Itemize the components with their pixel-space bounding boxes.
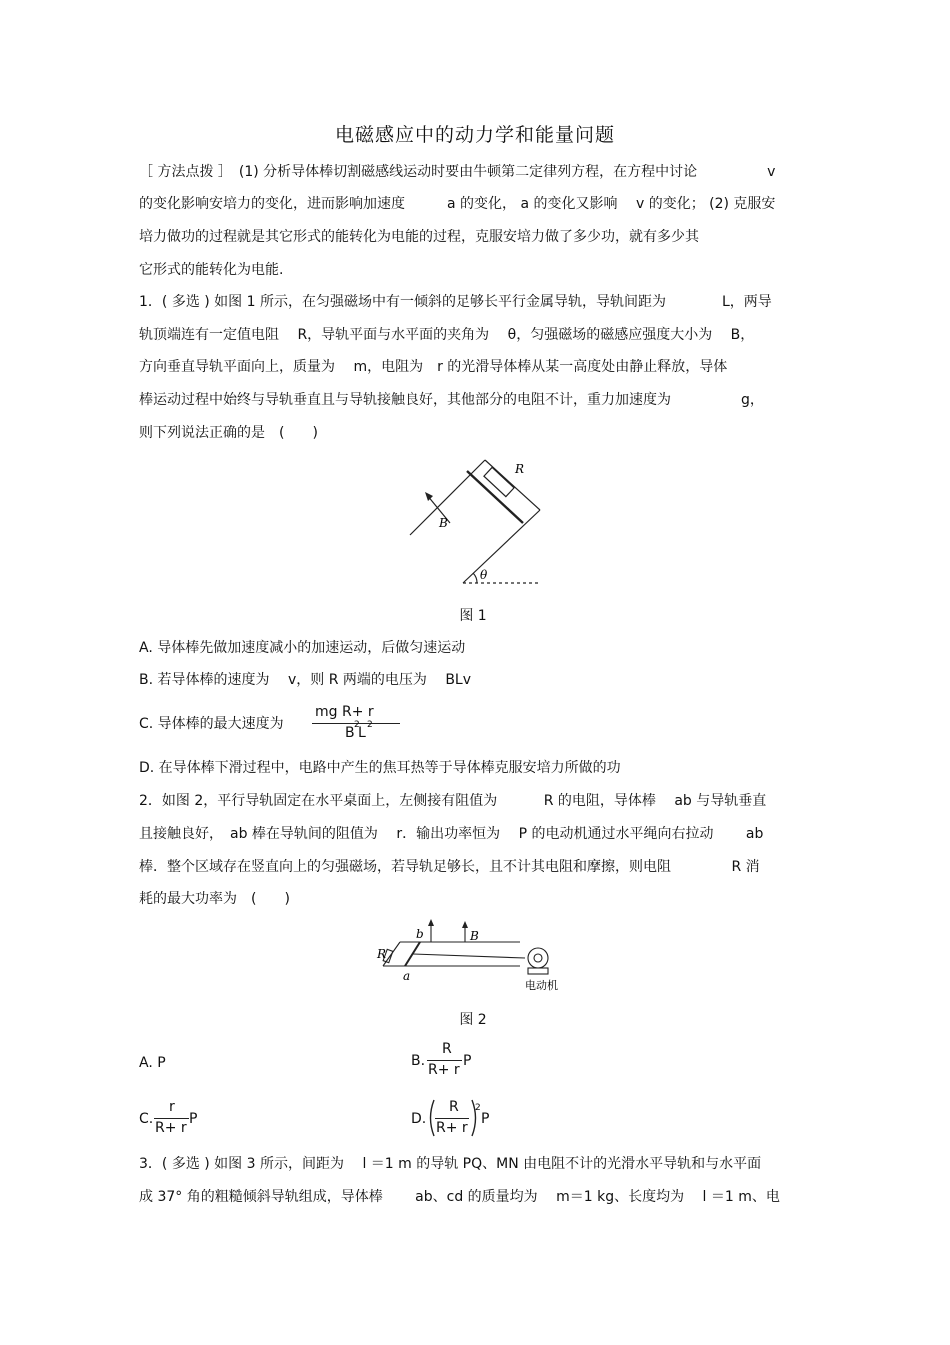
intro-line-1: ［ 方法点拨 ］ (1) 分析导体棒切割磁感线运动时要由牛顿第二定律列方程，在方程中讨论 v (139, 164, 776, 180)
q2-c-fraction-bar (154, 1118, 189, 1119)
figure-2-motor-label: 电动机 (525, 979, 558, 992)
figure-1-label-theta: θ (480, 568, 488, 582)
q1-option-a: A. 导体棒先做加速度减小的加速运动，后做匀速运动 (139, 640, 466, 656)
figure-1-label-b: B (439, 516, 448, 530)
intro-line-4: 它形式的能转化为电能. (139, 262, 284, 278)
motor-base (528, 968, 548, 974)
q2-d-suffix: P (481, 1111, 490, 1127)
angle-arc (473, 573, 477, 583)
q2-option-a: A. P (139, 1055, 166, 1071)
q2-b-numerator: R (442, 1041, 452, 1057)
q2-d-exponent: 2 (475, 1103, 481, 1113)
q2-b-denominator: R+ r (428, 1062, 460, 1078)
q2-b-suffix: P (463, 1053, 472, 1069)
figure-2-label-a: a (403, 969, 411, 983)
q2-d-numerator: R (449, 1099, 459, 1115)
figure-2-label-field-b: B (470, 929, 479, 943)
intro-line-3: 培力做功的过程就是其它形式的能转化为电能的过程，克服安培力做了多少功，就有多少其 (139, 229, 699, 245)
q1-option-b: B. 若导体棒的速度为 v，则 R 两端的电压为 BLv (139, 672, 472, 688)
q2-option-d-prefix: D. (411, 1111, 427, 1127)
q2-option-b-prefix: B. (411, 1053, 426, 1069)
q1-c-numerator: mg R+ r (315, 704, 374, 720)
q2-c-suffix: P (189, 1111, 198, 1127)
figure-2-caption: 图 2 (459, 1012, 487, 1028)
pull-rope (413, 954, 525, 958)
q1-option-c-prefix: C. 导体棒的最大速度为 (139, 716, 284, 732)
q2-d-denominator: R+ r (436, 1120, 468, 1136)
figure-1-incline-rails (405, 455, 545, 590)
q2-line-1: 2．如图 2，平行导轨固定在水平桌面上，左侧接有阻值为 R 的电阻，导体棒 ab 与导轨垂直 (139, 793, 767, 809)
q1-c-sup-l: 2 (367, 720, 373, 730)
q1-c-denominator-l: L (358, 725, 366, 741)
q1-line-3: 方向垂直导轨平面向上，质量为 m，电阻为 r 的光滑导体棒从某一高度处由静止释放，导体 (139, 359, 728, 375)
intro-line-2: 的变化影响安培力的变化，进而影响加速度 a 的变化， a 的变化又影响 v 的变化； (2) 克服安 (139, 196, 776, 212)
motor-pulley-hub (534, 954, 542, 962)
q1-c-sup-b: 2 (354, 720, 360, 730)
lower-rail-line (463, 510, 540, 583)
q1-line-4: 棒运动过程中始终与导轨垂直且与导轨接触良好，其他部分的电阻不计，重力加速度为 g， (139, 392, 764, 408)
q2-line-4: 耗的最大功率为 ( ) (139, 891, 290, 907)
q2-c-denominator: R+ r (155, 1120, 187, 1136)
figure-1-label-r: R (515, 462, 525, 476)
motor-pulley (528, 948, 548, 968)
q1-c-denominator-b: B (345, 725, 355, 741)
q2-d-fraction-bar (435, 1118, 469, 1119)
page-title: 电磁感应中的动力学和能量问题 (334, 124, 615, 146)
b-arrow-head (425, 492, 433, 501)
q2-option-c-prefix: C. (139, 1111, 154, 1127)
q1-line-5: 则下列说法正确的是 ( ) (139, 425, 318, 441)
q1-line-2: 轨顶端连有一定值电阻 R，导轨平面与水平面的夹角为 θ，匀强磁场的磁感应强度大小为 B， (139, 327, 755, 343)
q2-b-fraction-bar (427, 1060, 462, 1061)
figure-1-caption: 图 1 (459, 608, 487, 624)
q1-line-1: 1．( 多选 ) 如图 1 所示，在匀强磁场中有一倾斜的足够长平行金属导轨，导轨间距为 L，两导 (139, 294, 772, 310)
figure-2-label-b: b (416, 927, 424, 941)
q2-line-2: 且接触良好， ab 棒在导轨间的阻值为 r．输出功率恒为 P 的电动机通过水平绳向右拉动 ab (139, 826, 764, 842)
q1-option-d: D. 在导体棒下滑过程中，电路中产生的焦耳热等于导体棒克服安培力所做的功 (139, 760, 621, 776)
q2-c-numerator: r (169, 1099, 175, 1115)
q3-line-2: 成 37° 角的粗糙倾斜导轨组成，导体棒 ab、cd 的质量均为 m＝1 kg、长度均为 l ＝1 m、电 (139, 1189, 780, 1205)
figure-2-horizontal-rails (375, 918, 575, 996)
left-paren (431, 1100, 435, 1136)
b-arrow-1-head (428, 919, 434, 926)
conductor-rod (467, 471, 523, 523)
q3-line-1: 3．( 多选 ) 如图 3 所示，间距为 l ＝1 m 的导轨 PQ、MN 由电阻不计的光滑水平导轨和与水平面 (139, 1156, 762, 1172)
figure-2-label-r: R (377, 947, 387, 961)
b-arrow-2-head (462, 921, 468, 928)
q2-line-3: 棒．整个区域存在竖直向上的匀强磁场，若导轨足够长，且不计其电阻和摩擦，则电阻 R 消 (139, 859, 760, 875)
